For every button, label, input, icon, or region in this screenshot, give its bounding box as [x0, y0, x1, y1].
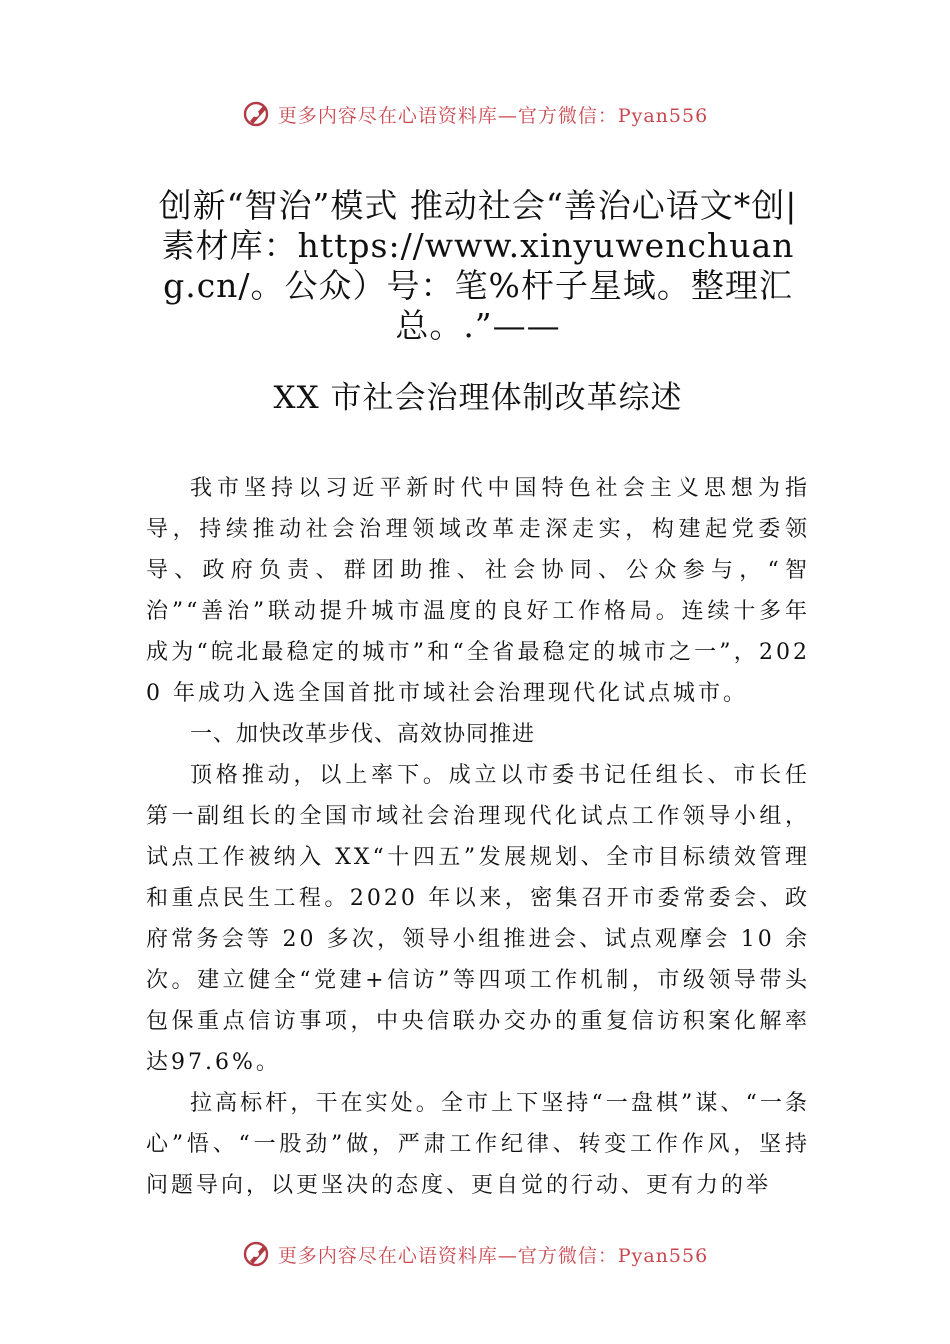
- document-page: [146, 186, 810, 1206]
- banner-text: 更多内容尽在心语资料库—官方微信：Pyan556: [277, 104, 709, 127]
- paragraph-intro: 我市坚持以习近平新时代中国特色社会主义思想为指导，持续推动社会治理领域改革走深走实，构建起党委领导、政府负责、群团助推、社会协同、公众参与，“智治”“善治”联动提升城市温度的良好工作格局。连续十多年成为“皖北最稳定的城市”和“全省最稳定的城市之一”，2020 年成功入选全国首批市域社会治理现代化试点城市。: [146, 476, 810, 706]
- pen-circle-logo-icon: [242, 99, 272, 129]
- paragraph-benchmark: 拉高标杆，干在实处。全市上下坚持“一盘棋”谋、“一条心”悟、“一股劲”做，严肃工作纪律、转变工作作风，坚持问题导向，以更坚决的态度、更自觉的行动、更有力的举: [146, 1091, 810, 1198]
- footer-banner: [0, 1234, 950, 1274]
- paragraph-leadership: 顶格推动，以上率下。成立以市委书记任组长、市长任第一副组长的全国市域社会治理现代化试点工作领导小组， 试点工作被纳入 XX“十四五”发展规划、全市目标绩效管理和重点民生工程。2020 年以来，密集召开市委常委会、政府常务会等 20 多次，领导小组推进会、试点观摩会 10 余次。建立健全“党建+信访”等四项工作机制，市级领导带头包保重点信访事项，中央信联办交办的重复信访积案化解率达97.6%。: [146, 763, 810, 1075]
- document-title: 创新“智治”模式 推动社会“善治心语文*创|素材库：https://www.xinyuwenchuang.cn/。公众）号：笔%杆子星域。整理汇总。.”——: [158, 186, 798, 345]
- banner-text: 更多内容尽在心语资料库—官方微信：Pyan556: [277, 1244, 709, 1267]
- document-body: [146, 468, 810, 1206]
- pen-circle-logo-icon: [242, 1239, 272, 1269]
- header-banner: [0, 94, 950, 134]
- section-heading: 一、加快改革步伐、高效协同推进: [190, 722, 536, 747]
- document-subtitle: XX 市社会治理体制改革综述: [273, 380, 683, 416]
